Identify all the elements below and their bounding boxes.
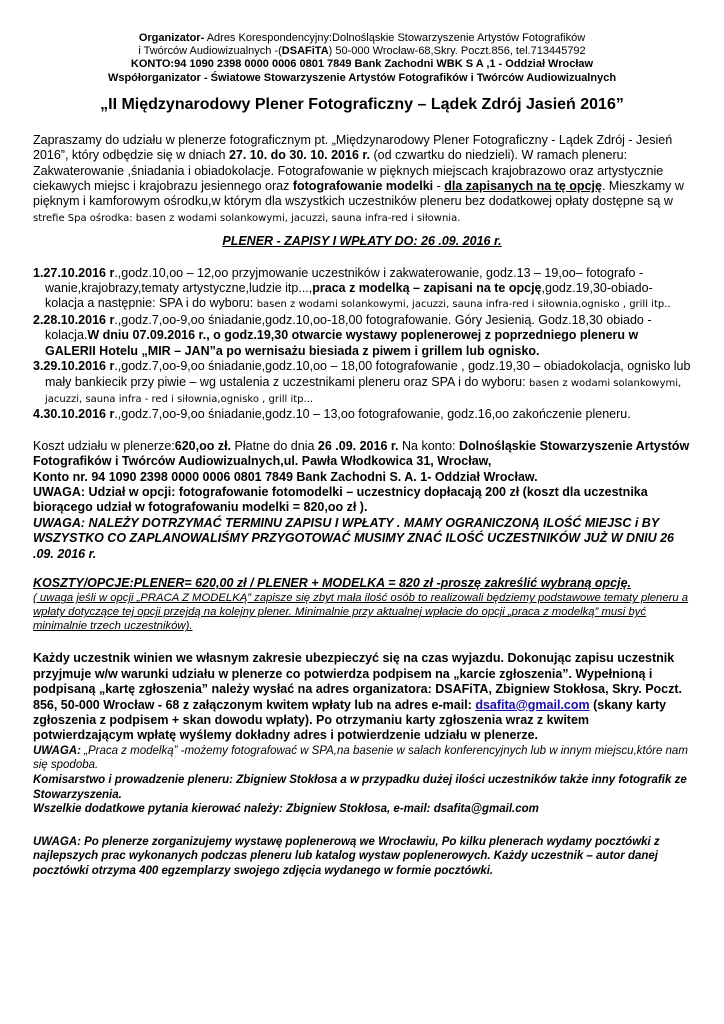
organizer-header bbox=[33, 32, 691, 85]
options-line: KOSZTY/OPCJE:PLENER= 620,00 zł / PLENER + MODELKA = 820 zł -proszę zakreślić wybraną opcję. bbox=[33, 575, 631, 590]
note-commissioner: Komisarstwo i prowadzenie pleneru: Zbigniew Stokłosa a w przypadku dużej ilości uczestników także inny fotografik ze Stowarzyszenia. bbox=[33, 774, 687, 801]
co-organizer: Współorganizator - Światowe Stowarzyszenie Artystów Fotografików i Twórców Audiowizualnych bbox=[107, 71, 617, 84]
day-2-exhibition: W dniu 07.09.2016 r., o godz.19,30 otwarcie wystawy poplenerowej z poprzedniego pleneru w GALERII Hotelu „MIR – JAN”a po wernisażu biesiada z piwem i grillem lub ognisko. bbox=[45, 328, 639, 358]
insurance-text-2: (skany karty zgłoszenia z podpisem + skan dowodu wpłaty). Po otrzymaniu karty zgłoszenia wraz z kwitem potwierdzającym wpłatę wyślemy dokładny adres i potwierdzenie udziału w plenerze. bbox=[33, 697, 667, 743]
note-contact: Wszelkie dodatkowe pytania kierować należy: Zbigniew Stokłosa, e-mail: dsafita@gmail.com bbox=[33, 803, 539, 816]
cost-warning: UWAGA: NALEŻY DOTRZYMAĆ TERMINU ZAPISU I WPŁATY . MAMY OGRANICZONĄ ILOŚĆ MIEJSC i BY WSZYSTKO CO ZAPLANOWALIŚMY PRZYGOTOWAĆ MUSIMY ZNAĆ ILOŚĆ UCZESTNIKÓW JUŻ W DNIU 26 .09. 2016 r. bbox=[33, 515, 674, 561]
cost-amount: 620,oo zł. bbox=[174, 438, 232, 453]
options-note: ( uwaga jeśli w opcji „PRACA Z MODELKĄ” zapisze się zbyt mała ilość osób to realizowali będziemy podstawowe tematy pleneru a wpłaty dotyczące tej opcji przejdą na kolejny plener. Minimalnie przy aktualnej wpłacie do opcji „praca z modelką” musi być minimalnie trzech uczestników). bbox=[33, 592, 689, 633]
notes-section bbox=[33, 744, 691, 817]
organizer-acronym: DSAFiTA bbox=[281, 45, 329, 58]
option-registered: dla zapisanych na tę opcję bbox=[444, 179, 602, 194]
cost-line bbox=[33, 439, 691, 470]
organizer-line2-a: i Twórców Audiowizualnych -( bbox=[138, 45, 282, 58]
intro-paragraph bbox=[33, 133, 691, 226]
email-link[interactable]: dsafita@gmail.com bbox=[475, 697, 590, 712]
organizer-bank-account: KONTO:94 1090 2398 0000 0006 0801 7849 Bank Zachodni WBK S A ,1 - Oddział Wrocław bbox=[130, 58, 594, 71]
intro-text-4: . Mieszkamy w pięknym i kamforowym ośrodku,w którym dla wszystkich uczestników pleneru bez dodatkowej opłaty dostępne są w bbox=[33, 179, 684, 209]
deadline-heading: PLENER - ZAPISY I WPŁATY DO: 26 .09. 2016 r. bbox=[222, 234, 502, 249]
intro-text-2: (od czwartku do niedzieli). W ramach pleneru: Zakwaterowanie ,śniadania i obiadokolacje. Fotografowanie w pięknych miejscach krajobrazowo oraz artystycznie ciekawych miejsc i krajobrazu jesiennego oraz bbox=[33, 148, 664, 194]
insurance-text-1: Każdy uczestnik winien we własnym zakresie ubezpieczyć się na czas wyjazdu. Dokonując zapisu uczestnik przyjmuje w/w warunki udziału w plenerze co potwierdza podpisem na „karcie zgłoszenia”. Wypełnioną i podpisaną „kartę zgłoszenia” należy wysłać na adres organizatora: DSAFiTA, Zbigniew Stokłosa, Skry. Poczt. 856, 50-000 Wrocław - 68 z załączonym kwitem wpłaty lub na adres e-mail: bbox=[33, 651, 683, 712]
cost-due-date: 26 .09. 2016 r. bbox=[317, 438, 399, 453]
schedule-day-4 bbox=[33, 407, 691, 422]
day-1-model: praca z modelką – zapisani na te opcję bbox=[312, 281, 542, 296]
day-3-date: 3.29.10.2016 r bbox=[33, 359, 115, 374]
cost-due-label: Płatne do dnia bbox=[231, 438, 318, 453]
cost-section bbox=[33, 439, 691, 562]
note-model bbox=[33, 744, 691, 773]
cost-label: Koszt udziału w plenerze: bbox=[33, 438, 175, 453]
intro-text-1: Zapraszamy do udziału w plenerze fotograficznym pt. „Międzynarodowy Plener Fotograficzny - Lądek Zdrój - Jesień 2016”, który odbędzie się w dniach bbox=[33, 132, 673, 163]
cost-account-label: Na konto: bbox=[398, 438, 459, 453]
insurance-paragraph bbox=[33, 651, 691, 743]
schedule bbox=[33, 266, 691, 423]
organizer-address: Adres Korespondencyjny:Dolnośląskie Stowarzyszenie Artystów Fotografików bbox=[204, 32, 586, 44]
cost-model-option: UWAGA: Udział w opcji: fotografowanie fotomodelki – uczestnicy dopłacają 200 zł (koszt dla uczestnika biorącego udział w fotografowaniu modelki = 820,oo zł ). bbox=[33, 484, 648, 515]
intro-dash: - bbox=[433, 179, 445, 194]
page-title: „II Międzynarodowy Plener Fotograficzny – Lądek Zdrój Jasień 2016” bbox=[100, 95, 624, 113]
day-1-text-c: ,godz.19,30-obiado- kolacja a następnie: SPA i do wyboru: bbox=[45, 281, 653, 311]
spa-amenities: strefie Spa ośrodka: basen z wodami solankowymi, jacuzzi, sauna infra-red i siłownia. bbox=[33, 212, 461, 224]
note-model-text: „Praca z modelką” -możemy fotografować w SPA,na basenie w salach konferencyjnych lub w innym miejscu,które nam się spodoba. bbox=[33, 744, 688, 772]
day-3-amenities: basen z wodami solankowymi, jacuzzi, sauna infra - red i siłownia,ognisko , grill itp... bbox=[45, 377, 682, 405]
day-1-amenities: basen z wodami solankowymi, jacuzzi, sauna infra-red i siłownia,ognisko , grill itp.. bbox=[256, 299, 671, 311]
day-4-text-a: .,godz.7,oo-9,oo śniadanie,godz.10 – 13,oo fotografowanie, godz.16,oo zakończenie pleneru. bbox=[114, 407, 631, 422]
event-dates: 27. 10. do 30. 10. 2016 r. bbox=[228, 148, 371, 163]
day-1-text-a: .,godz.10,oo – 12,oo przyjmowanie uczestników i zakwaterowanie, godz.13 – 19,oo– fotografo - wanie,krajobrazy,tematy artystyczne,ludzie itp..., bbox=[45, 265, 644, 296]
schedule-day-2 bbox=[33, 313, 691, 359]
day-3-text-a: .,godz.7,oo-9,oo śniadanie,godz.10,oo – 18,00 fotografowanie , godz.19,30 – obiadokolacja, ognisko lub mały bankiecik przy piwie – wg ustalenia z uczestnikami pleneru oraz SPA i do wyboru: bbox=[45, 359, 691, 389]
schedule-day-1 bbox=[33, 266, 691, 313]
options-section bbox=[33, 576, 691, 633]
organizer-line2-c: ) 50-000 Wrocław-68,Skry. Poczt.856, tel.713445792 bbox=[328, 45, 586, 58]
day-2-text-a: .,godz.7,oo-9,oo śniadanie,godz.10,oo-18,00 fotografowanie. Góry Jesienią. Godz.18,30 obiado - kolacja. bbox=[45, 312, 652, 343]
note-model-label: UWAGA: bbox=[33, 744, 81, 757]
day-2-date: 2.28.10.2016 r bbox=[33, 312, 115, 327]
model-photography: fotografowanie modelki bbox=[292, 179, 434, 194]
cost-bank-account: Konto nr. 94 1090 2398 0000 0006 0801 7849 Bank Zachodni S. A. 1- Oddział Wrocław. bbox=[33, 469, 538, 484]
cost-recipient: Dolnośląskie Stowarzyszenie Artystów Fotografików i Twórców Audiowizualnych,ul. Pawła Włodkowica 31, Wrocław, bbox=[33, 438, 690, 469]
day-4-date: 4.30.10.2016 r bbox=[33, 407, 115, 422]
day-1-date: 1.27.10.2016 r bbox=[33, 265, 115, 280]
schedule-day-3 bbox=[33, 359, 691, 407]
organizer-label: Organizator- bbox=[138, 32, 205, 44]
final-note: UWAGA: Po plenerze zorganizujemy wystawę poplenerową we Wrocławiu, Po kilku plenerach wydamy pocztówki z najlepszych prac wykonanych podczas pleneru lub katalog wystaw poplenerowych. Każdy uczestnik – autor danej pocztówki otrzyma 400 egzemplarzy swojego zdjęcia wydanego w formie pocztówki. bbox=[33, 835, 660, 877]
